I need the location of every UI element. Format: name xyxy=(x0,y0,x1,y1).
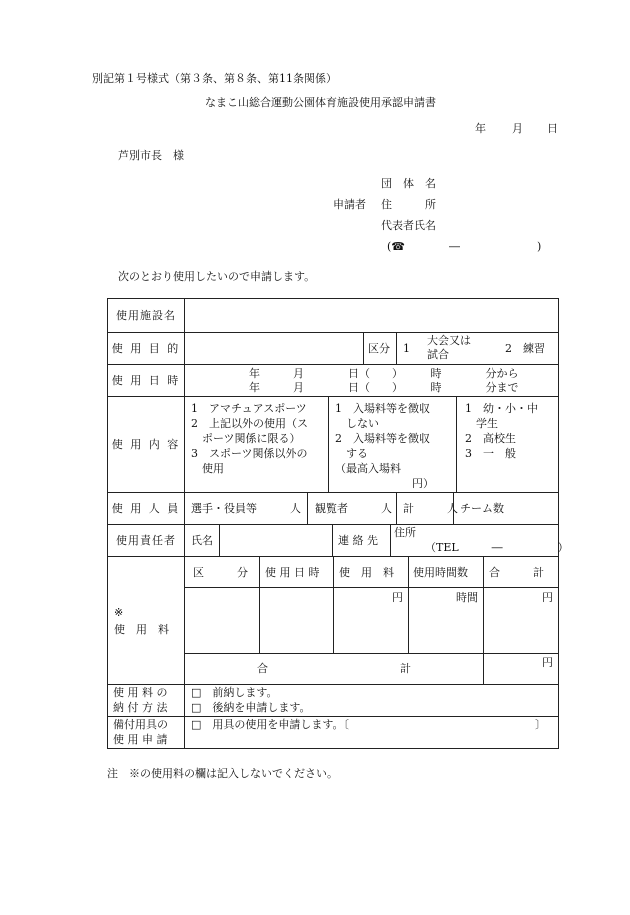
contact-address: 住所 xyxy=(394,526,416,539)
people-total: 計 人 xyxy=(403,502,458,515)
fee-grand-total-label: 合 計 xyxy=(257,662,411,675)
equipment-checkbox[interactable]: □ 用具の使用を申請します。〔 xyxy=(191,718,350,731)
category-label: 区分 xyxy=(368,342,390,355)
row-people xyxy=(108,493,559,525)
people-label: 使 用 人 員 xyxy=(108,493,185,525)
datetime-field[interactable] xyxy=(185,365,559,397)
payment-field xyxy=(185,685,559,717)
payment-label-line2: 納 付 方 法 xyxy=(113,701,168,714)
purpose-opt1-line1: 大会又は xyxy=(427,334,471,347)
equipment-label-cell xyxy=(108,717,185,749)
row-payment xyxy=(108,685,559,717)
contact-label: 連 絡 先 xyxy=(338,534,378,547)
row-facility xyxy=(108,299,559,333)
contact-tel: （TEL ― ） xyxy=(425,541,569,554)
facility-label: 使用施設名 xyxy=(108,299,185,333)
content-col1: 1 アマチュアスポーツ 2 上記以外の使用（ス ポーツ関係に限る） 3 スポーツ関係以外の 使用 xyxy=(191,402,308,475)
fee-header-datetime: 使 用 日 時 xyxy=(265,566,320,579)
fee-label-cell xyxy=(108,557,185,685)
date-year: 年 xyxy=(475,122,486,135)
responsible-label: 使用責任者 xyxy=(108,525,185,557)
date-month: 月 xyxy=(512,122,523,135)
addressee: 芦別市長 様 xyxy=(118,149,184,162)
purpose-opt1-num: 1 xyxy=(403,342,410,355)
fee-header-hours: 使用時間数 xyxy=(413,566,468,579)
payment-label-line1: 使 用 料 の xyxy=(113,686,168,699)
row-content xyxy=(108,397,559,493)
applicant-representative: 代表者氏名 xyxy=(381,219,436,232)
payment-label-cell xyxy=(108,685,185,717)
fee-total-yen-unit: 円 xyxy=(542,591,553,604)
people-spectators: 観覧者 人 xyxy=(315,502,392,515)
date-day: 日 xyxy=(547,122,558,135)
responsible-name: 氏名 xyxy=(191,534,213,547)
fee-grand-total-yen-unit: 円 xyxy=(542,656,553,669)
datetime-label: 使 用 日 時 xyxy=(108,365,185,397)
fee-header-fee: 使 用 料 xyxy=(339,566,394,579)
row-datetime xyxy=(108,365,559,397)
fee-yen-unit: 円 xyxy=(392,591,403,604)
fee-mark: ※ xyxy=(114,606,124,619)
content-col3: 1 幼・小・中 学生 2 高校生 3 一 般 xyxy=(465,402,538,460)
content-field xyxy=(185,397,559,493)
equipment-close-bracket: 〕 xyxy=(535,718,546,731)
purpose-opt2: 2 練習 xyxy=(505,342,545,355)
applicant-address: 住 所 xyxy=(381,198,436,211)
footnote: 注 ※の使用料の欄は記入しないでください。 xyxy=(107,767,338,780)
application-table xyxy=(107,298,569,749)
fee-grid xyxy=(185,557,559,685)
applicant-phone: (☎ ― ) xyxy=(387,240,542,253)
fee-header-category: 区 分 xyxy=(193,566,248,579)
row-responsible xyxy=(108,525,559,557)
purpose-field[interactable] xyxy=(185,333,559,365)
facility-field[interactable] xyxy=(185,299,559,333)
payment-prepay-checkbox[interactable]: □ 前納します。 xyxy=(191,686,278,699)
content-label: 使 用 内 容 xyxy=(108,397,185,493)
row-purpose xyxy=(108,333,559,365)
datetime-to: 年 月 日（ ） 時 分まで xyxy=(249,381,519,394)
purpose-label: 使 用 目 的 xyxy=(108,333,185,365)
people-teams: チーム数 xyxy=(460,502,504,515)
responsible-field[interactable] xyxy=(185,525,569,557)
datetime-from: 年 月 日（ ） 時 分から xyxy=(249,367,519,380)
content-col2: 1 入場料等を徴収 しない 2 入場料等を徴収 する （最高入場料 円） xyxy=(335,402,434,490)
applicant-label: 申請者 xyxy=(333,198,366,211)
equipment-field[interactable] xyxy=(185,717,559,749)
row-equipment xyxy=(108,717,559,749)
fee-label: 使 用 料 xyxy=(114,623,169,636)
form-code: 別記第１号様式（第３条、第８条、第11条関係） xyxy=(92,72,337,85)
people-players: 選手・役員等 人 xyxy=(191,502,301,515)
intro-text: 次のとおり使用したいので申請します。 xyxy=(118,270,316,283)
people-field[interactable] xyxy=(185,493,559,525)
row-fee xyxy=(108,557,559,685)
form-title: なまこ山総合運動公園体育施設使用承認申請書 xyxy=(205,96,436,109)
fee-header-total: 合 計 xyxy=(489,566,544,579)
purpose-opt1-line2: 試合 xyxy=(427,348,449,361)
payment-postpay-checkbox[interactable]: □ 後納を申請します。 xyxy=(191,701,311,714)
fee-hours-unit: 時間 xyxy=(456,591,478,604)
equipment-label-line1: 備付用具の xyxy=(113,718,168,731)
applicant-group-name: 団 体 名 xyxy=(381,177,436,190)
equipment-label-line2: 使 用 申 請 xyxy=(113,733,168,746)
